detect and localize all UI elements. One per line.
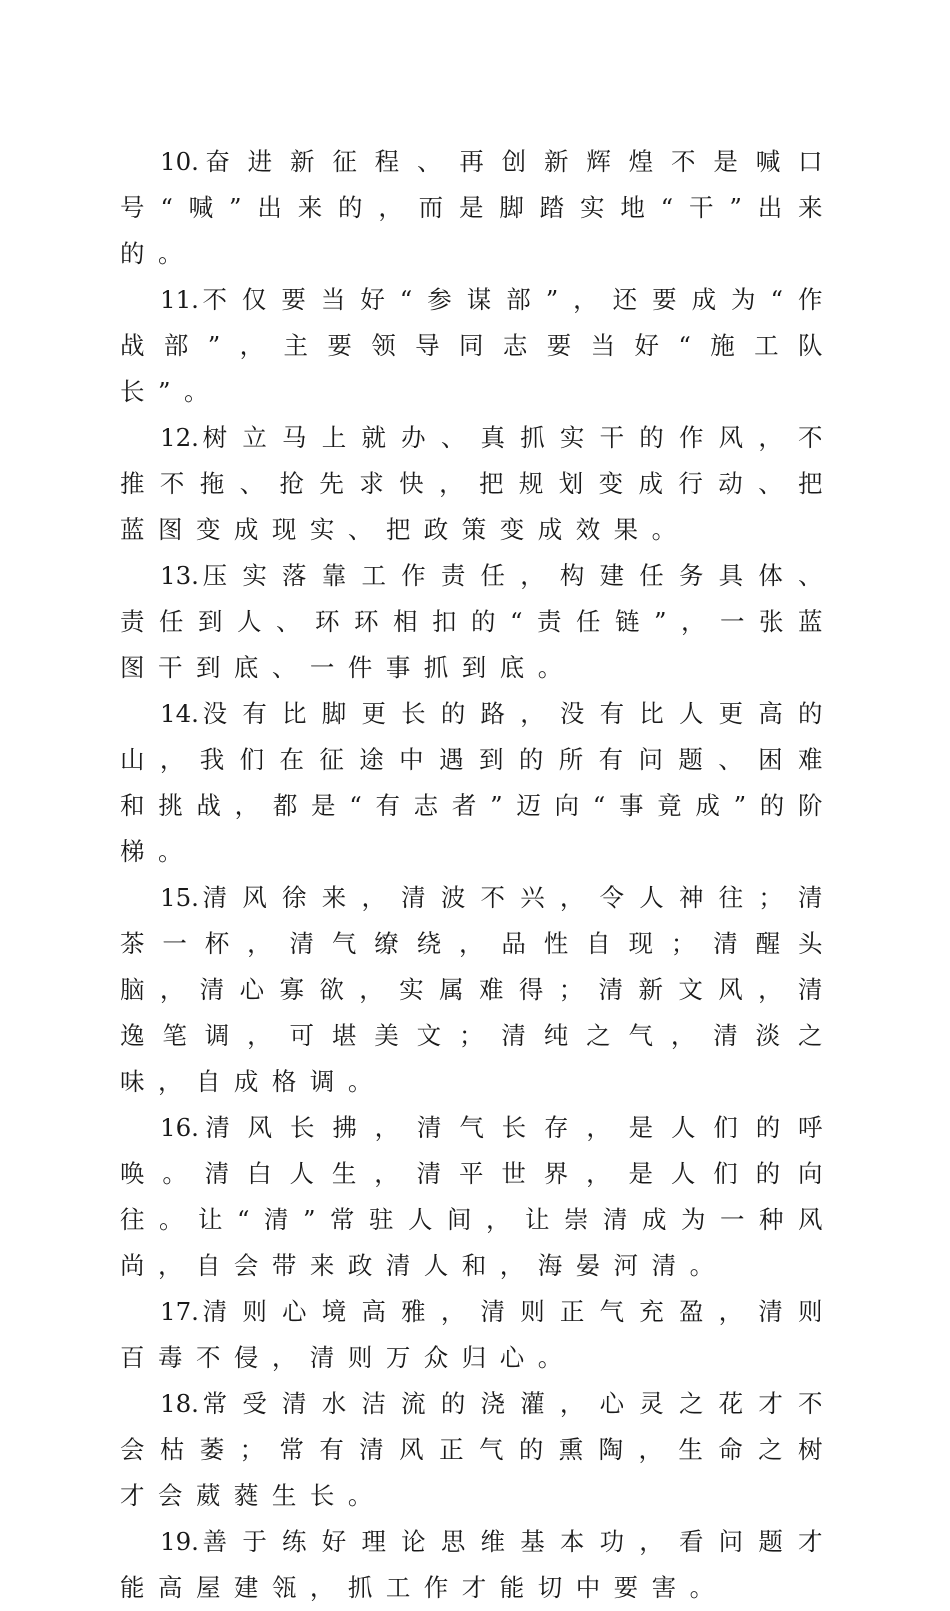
paragraph-text: 奋进新征程、再创新辉煌不是喊口号“喊”出来的，而是脚踏实地“干”出来的。 (120, 147, 836, 268)
paragraph-number: 10. (160, 147, 199, 176)
paragraph-number: 16. (160, 1113, 199, 1142)
paragraph-number: 19. (160, 1527, 199, 1556)
paragraph-11 (120, 277, 836, 415)
paragraph-number: 13. (160, 561, 199, 590)
paragraph-19 (120, 1519, 836, 1611)
paragraph-12 (120, 415, 836, 553)
paragraph-10 (120, 139, 836, 277)
paragraph-number: 11. (160, 285, 199, 314)
paragraph-text: 没有比脚更长的路，没有比人更高的山，我们在征途中遇到的所有问题、困难和挑战，都是“有志者”迈向“事竟成”的阶梯。 (120, 699, 836, 866)
paragraph-number: 17. (160, 1297, 199, 1326)
paragraph-16 (120, 1105, 836, 1289)
paragraph-number: 14. (160, 699, 199, 728)
document-body (120, 139, 836, 1611)
paragraph-text: 清风徐来，清波不兴，令人神往；清茶一杯，清气缭绕，品性自现；清醒头脑，清心寡欲，实属难得；清新文风，清逸笔调，可堪美文；清纯之气，清淡之味，自成格调。 (120, 883, 836, 1096)
paragraph-number: 15. (160, 883, 199, 912)
paragraph-text: 清风长拂，清气长存，是人们的呼唤。清白人生，清平世界，是人们的向往。让“清”常驻人间，让崇清成为一种风尚，自会带来政清人和，海晏河清。 (120, 1113, 836, 1280)
paragraph-text: 压实落靠工作责任，构建任务具体、责任到人、环环相扣的“责任链”，一张蓝图干到底、一件事抓到底。 (120, 561, 836, 682)
paragraph-number: 12. (160, 423, 199, 452)
paragraph-13 (120, 553, 836, 691)
paragraph-17 (120, 1289, 836, 1381)
paragraph-text: 清则心境高雅，清则正气充盈，清则百毒不侵，清则万众归心。 (120, 1297, 836, 1372)
paragraph-text: 常受清水洁流的浇灌，心灵之花才不会枯萎；常有清风正气的熏陶，生命之树才会葳蕤生长。 (120, 1389, 836, 1510)
paragraph-text: 树立马上就办、真抓实干的作风，不推不拖、抢先求快，把规划变成行动、把蓝图变成现实、把政策变成效果。 (120, 423, 836, 544)
paragraph-18 (120, 1381, 836, 1519)
paragraph-number: 18. (160, 1389, 199, 1418)
paragraph-15 (120, 875, 836, 1105)
paragraph-text: 善于练好理论思维基本功，看问题才能高屋建瓴，抓工作才能切中要害。 (120, 1527, 836, 1602)
paragraph-text: 不仅要当好“参谋部”，还要成为“作战部”，主要领导同志要当好“施工队长”。 (120, 285, 836, 406)
paragraph-14 (120, 691, 836, 875)
